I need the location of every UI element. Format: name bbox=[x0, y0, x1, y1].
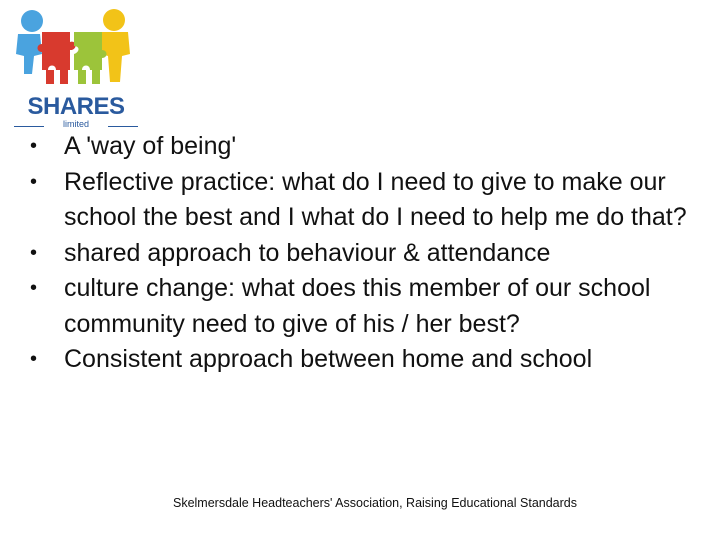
list-item bbox=[30, 342, 710, 378]
slide-footer: Skelmersdale Headteachers' Association, Raising Educational Standards bbox=[172, 496, 577, 510]
bullet-text: Consistent approach between home and school bbox=[64, 345, 593, 373]
bullet-text: shared approach to behaviour & attendance bbox=[64, 238, 551, 267]
bullet-icon: • bbox=[30, 241, 38, 264]
bullet-icon: • bbox=[30, 135, 38, 157]
bullet-icon: • bbox=[30, 277, 38, 299]
bullet-icon: • bbox=[30, 348, 38, 370]
puzzle-figures-icon bbox=[10, 4, 135, 99]
bullet-icon: • bbox=[30, 170, 38, 193]
list-item bbox=[30, 129, 710, 165]
list-item bbox=[30, 165, 710, 236]
bullet-list bbox=[30, 129, 710, 378]
bullet-text: A 'way of being' bbox=[64, 132, 237, 160]
list-item bbox=[30, 236, 710, 272]
logo-subtitle: limited bbox=[62, 119, 89, 129]
shares-logo bbox=[10, 4, 135, 128]
list-item bbox=[30, 271, 710, 342]
bullet-text: Reflective practice: what do I need to give to make our school the best and I what do I need to help me do that? bbox=[64, 167, 687, 231]
bullet-text: culture change: what does this member of our school community need to give of his / her best? bbox=[64, 274, 651, 338]
logo-wordmark: SHARES bbox=[27, 93, 125, 120]
